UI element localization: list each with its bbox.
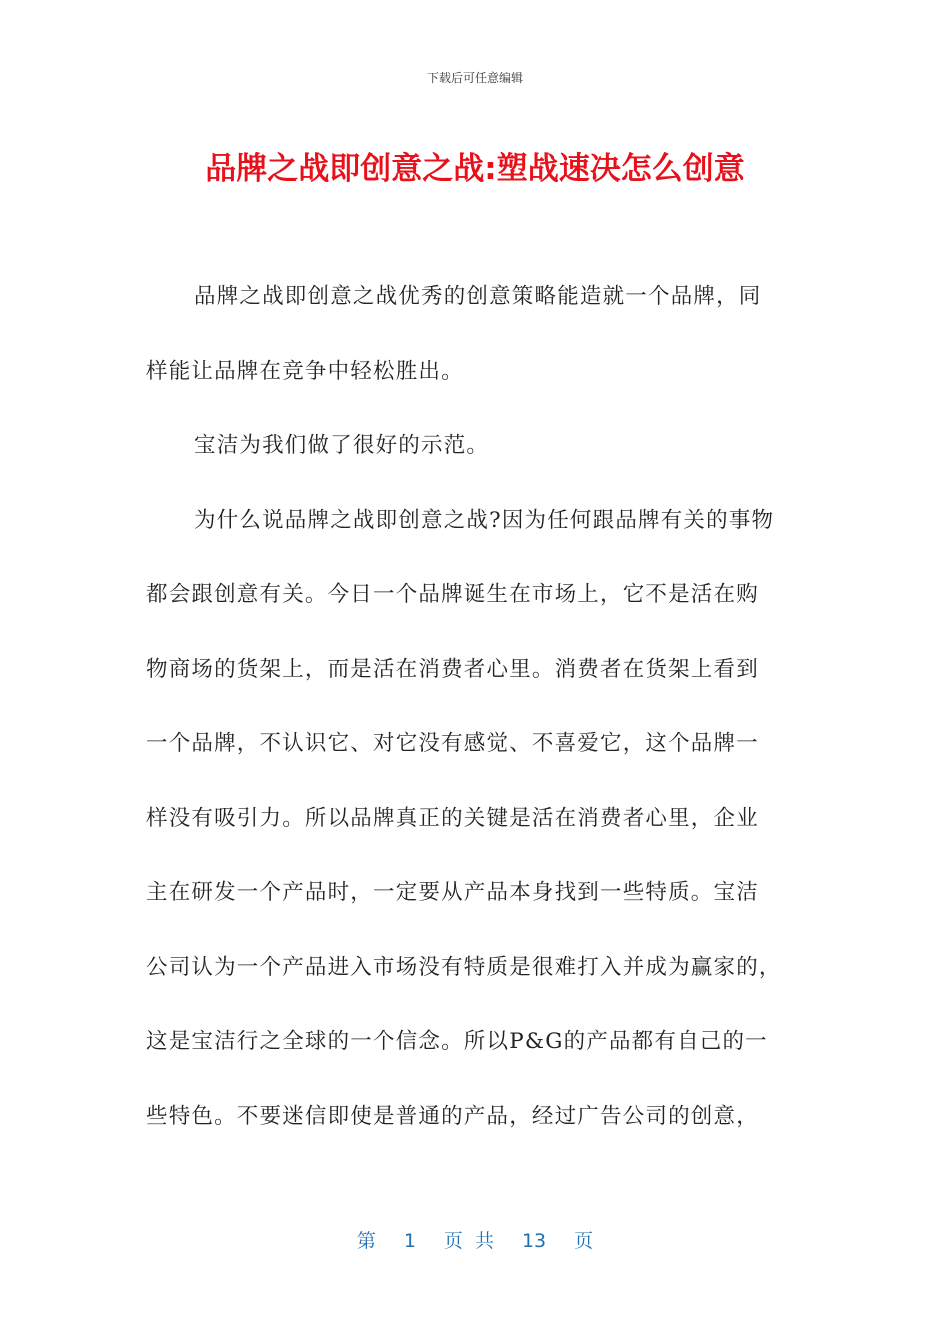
body-text: [146, 260, 806, 1154]
paragraph-line: 物商场的货架上，而是活在消费者心里。消费者在货架上看到: [146, 656, 759, 682]
paragraph-line: 一个品牌，不认识它、对它没有感觉、不喜爱它，这个品牌一: [146, 731, 759, 756]
page-footer: [0, 1226, 950, 1253]
footer-prefix: 第: [356, 1230, 376, 1252]
paragraph-line: 主在研发一个产品时，一定要从产品本身找到一些特质。宝洁: [146, 880, 759, 905]
paragraph-line: 样能让品牌在竞争中轻松胜出。: [146, 358, 464, 384]
paragraph-line: 宝洁为我们做了很好的示范。: [194, 433, 490, 458]
paragraph-line: 这是宝洁行之全球的一个信念。所以P&G的产品都有自己的一: [146, 1029, 768, 1054]
paragraph-line: 为什么说品牌之战即创意之战?因为任何跟品牌有关的事物: [194, 507, 775, 533]
paragraph-line: 品牌之战即创意之战优秀的创意策略能造就一个品牌，同: [194, 284, 762, 309]
footer-page-number: 1: [403, 1230, 416, 1252]
footer-total-pages: 13: [521, 1230, 547, 1252]
header-note: 下载后可任意编辑: [426, 71, 523, 85]
paragraph-line: 公司认为一个产品进入市场没有特质是很难打入并成为赢家的，: [146, 954, 782, 980]
paragraph-line: 都会跟创意有关。今日一个品牌诞生在市场上，它不是活在购: [146, 582, 759, 607]
paragraph-line: 些特色。不要迷信即使是普通的产品，经过广告公司的创意，: [146, 1103, 759, 1129]
page-title: 品牌之战即创意之战:塑战速决怎么创意: [205, 151, 745, 187]
paragraph-line: 样没有吸引力。所以品牌真正的关键是活在消费者心里，企业: [146, 805, 759, 831]
footer-suffix: 页: [574, 1230, 594, 1252]
footer-middle: 页 共: [443, 1230, 494, 1252]
